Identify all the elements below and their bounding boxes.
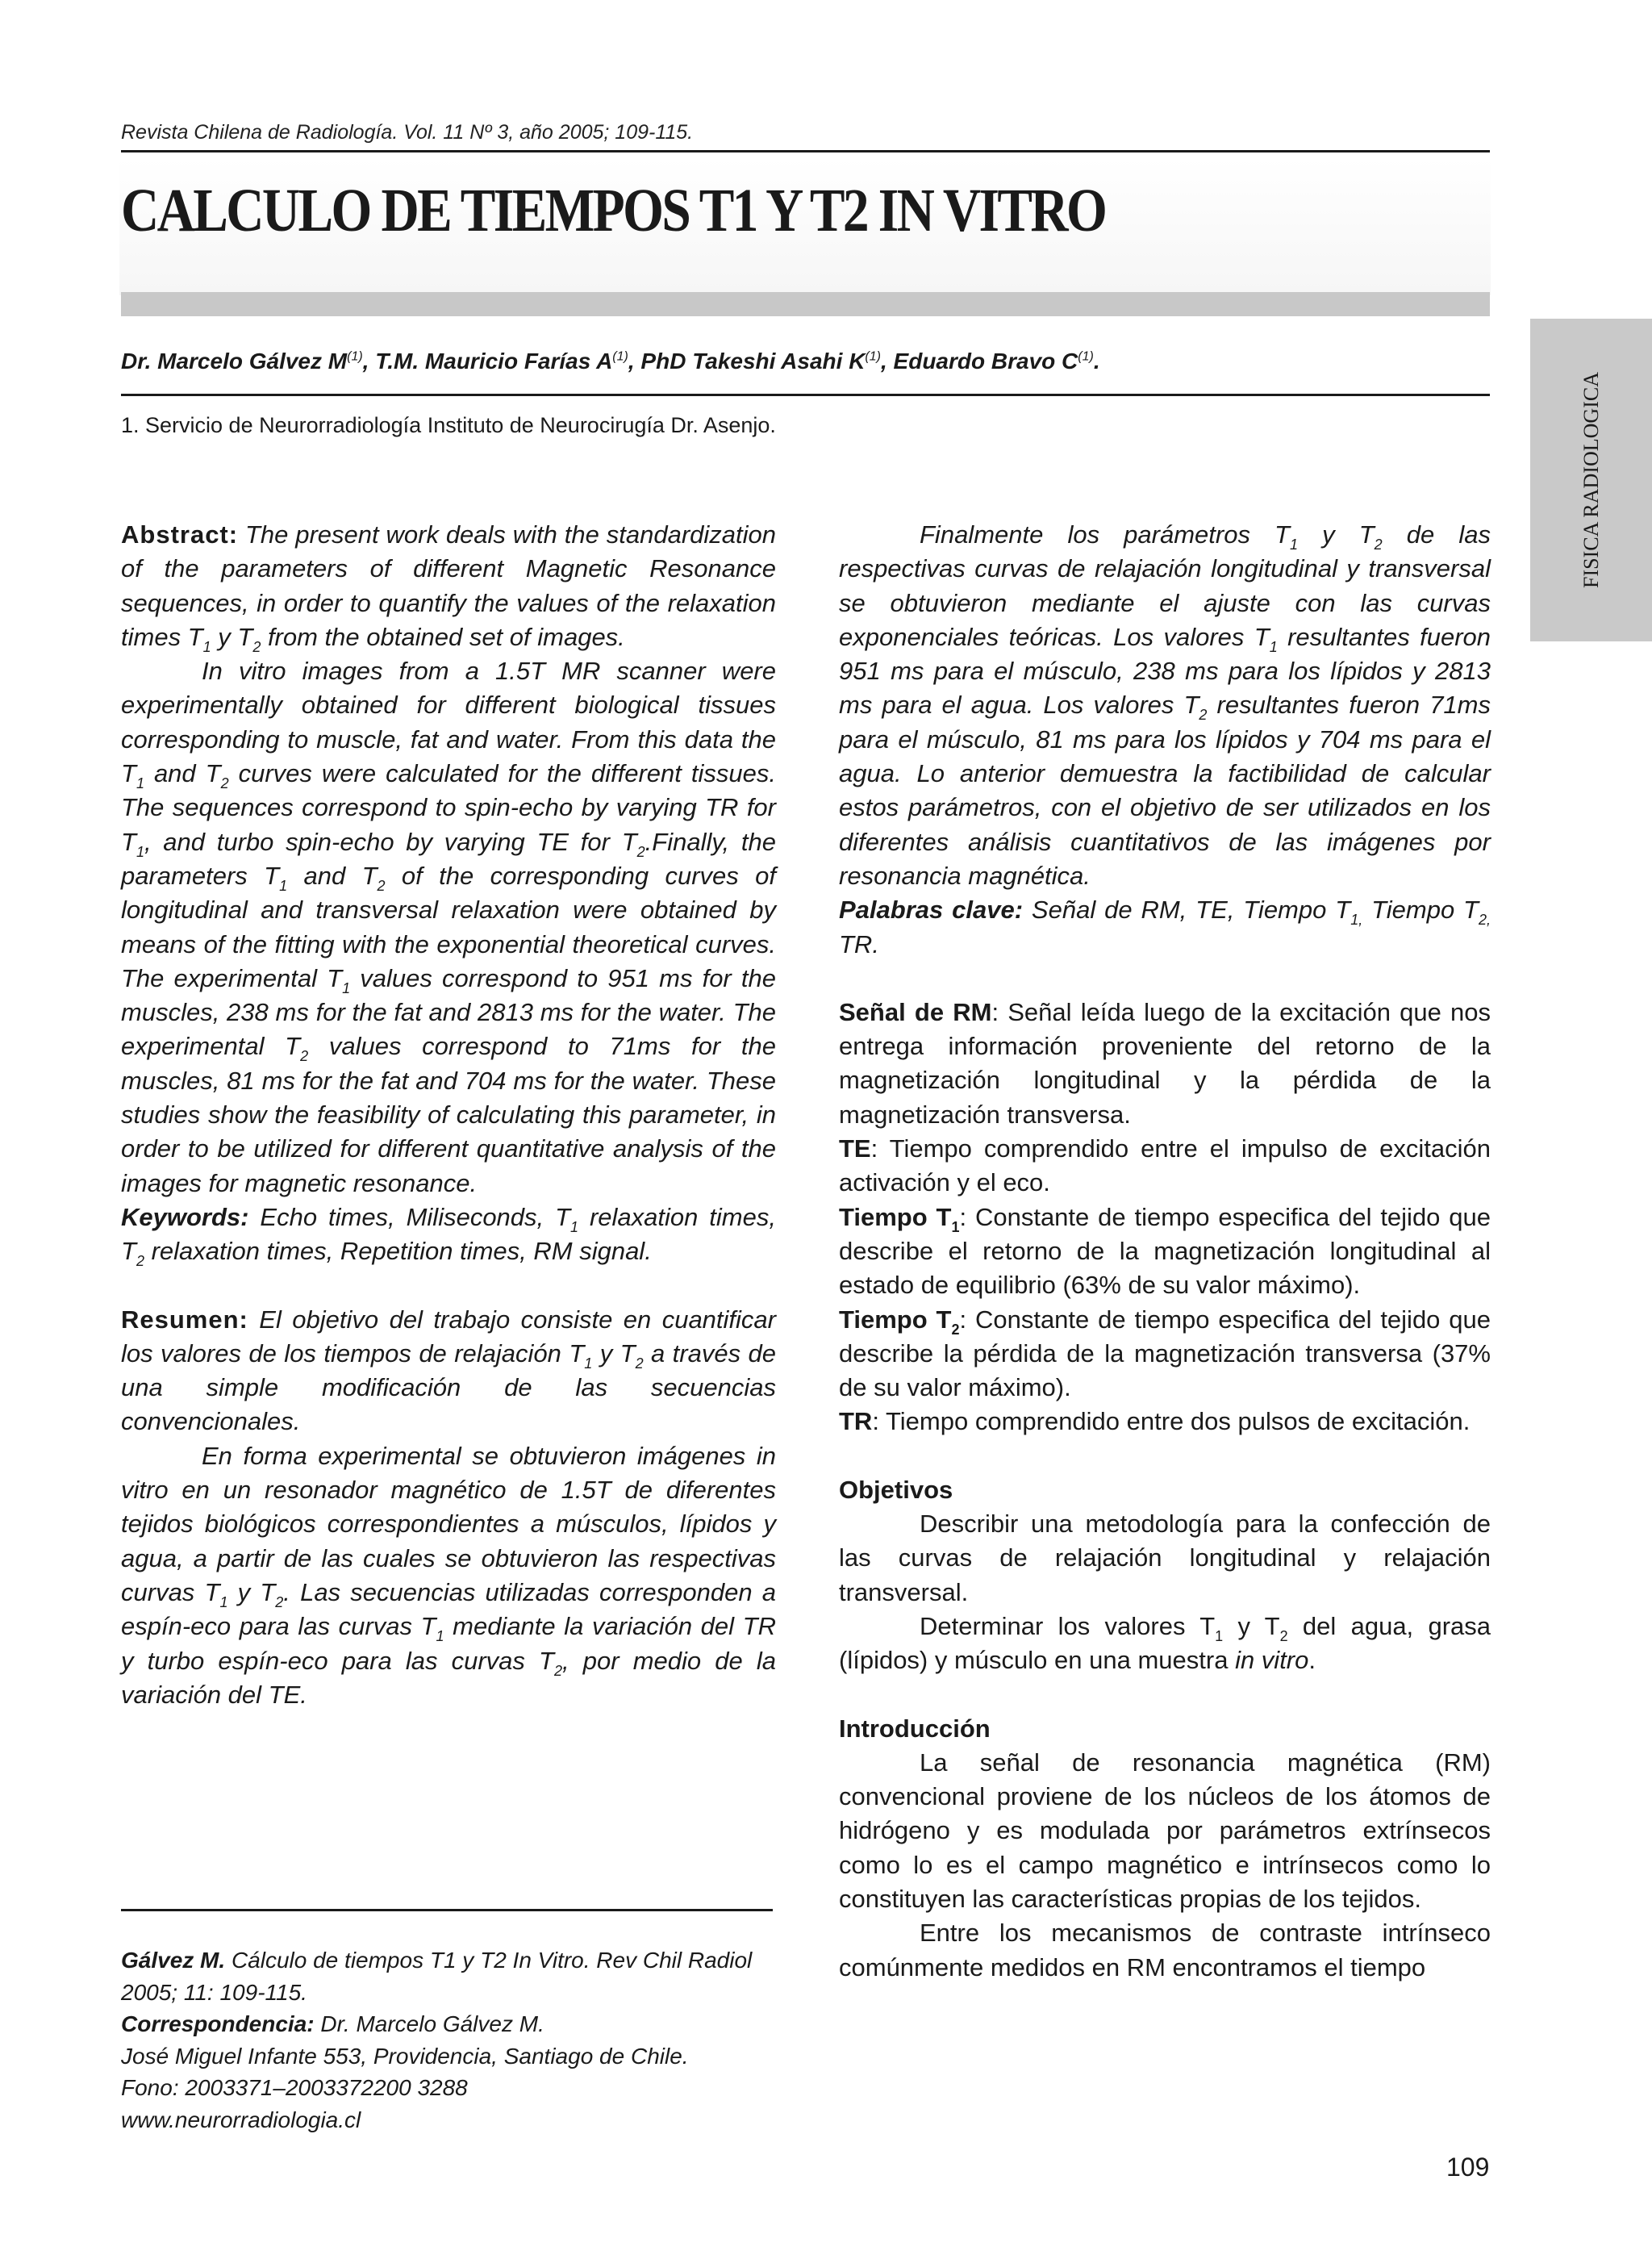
definition-term: Señal de RM [839, 997, 992, 1026]
resumen-paragraph-2 [121, 1439, 776, 1712]
footnote-citation [121, 1944, 782, 2008]
resumen-paragraph-3 [839, 518, 1491, 893]
author-3-sup: (1) [865, 349, 881, 364]
subscript: 2 [951, 1321, 960, 1338]
author-end: . [1093, 349, 1100, 374]
definition-t2 [839, 1303, 1491, 1405]
definition-term: Tiempo T [839, 1202, 952, 1231]
article-title: CALCULO DE TIEMPOS T1 Y T2 IN VITRO [121, 177, 1106, 244]
resumen-paragraph-1 [121, 1303, 776, 1439]
author-3: , PhD Takeshi Asahi K [628, 349, 866, 374]
subscript: 2 [252, 638, 261, 655]
objetivos-paragraph-1: Describir una metodología para la confección de las curvas de relajación longitudinal y relajación transversal. [839, 1510, 1491, 1606]
affiliation: 1. Servicio de Neurorradiología Instituto de Neurocirugía Dr. Asenjo. [121, 413, 776, 437]
definition-t1 [839, 1201, 1491, 1303]
abstract-text: values correspond to 71ms for the muscles, 81 ms for the fat and 704 ms for the water. These studies show the feasibility of calculating this parameter, in order to be utilized for different quantitative analysis of the images for magnetic resonance. [121, 1032, 776, 1197]
abstract-text: .Finally, the parameters T [121, 827, 776, 890]
subscript: 1 [342, 979, 351, 996]
author-line [121, 349, 1100, 374]
objetivos-text-italic: in vitro [1235, 1646, 1309, 1675]
journal-citation: Revista Chilena de Radiología. Vol. 11 Nº 3, año 2005; 109-115. [121, 121, 694, 144]
spacer [839, 1678, 1491, 1712]
footnote-phone: Fono: 2003371–2003372200 3288 [121, 2075, 468, 2100]
subscript: 2 [136, 1253, 144, 1270]
abstract-label: Abstract: [121, 520, 239, 549]
footnote-correspondence-label: Correspondencia: [121, 2011, 315, 2036]
definition-text: : Señal leída luego de la excitación que nos entrega información proveniente del retorno de la magnetización longitudinal y la pérdida de la magnetización transversa. [839, 997, 1491, 1129]
definition-text: : Constante de tiempo especifica del tejido que describe el retorno de la magnetización longitudinal al estado de equilibrio (63% de su valor máximo). [839, 1202, 1491, 1300]
keywords-text: Echo times, Miliseconds, T [248, 1202, 571, 1231]
palabras-clave-text: TR. [839, 929, 879, 958]
author-4: , Eduardo Bravo C [880, 349, 1078, 374]
subscript: 1 [951, 1218, 960, 1235]
abstract-text: y T [211, 622, 253, 651]
section-side-tab [1530, 319, 1652, 641]
resumen-text: resultantes fueron 951 ms para el músculo, 238 ms para los lípidos y 2813 ms para el agua. Los valores T [839, 622, 1491, 720]
resumen-text: y T [592, 1338, 636, 1368]
definition-tr [839, 1405, 1491, 1439]
subscript: 2 [636, 843, 645, 860]
subscript: 2 [1279, 1627, 1288, 1644]
definition-term: TR [839, 1407, 873, 1436]
abstract-paragraph-2 [121, 654, 776, 1201]
author-1: Dr. Marcelo Gálvez M [121, 349, 348, 374]
objetivos-text: Determinar los valores T [920, 1611, 1216, 1640]
resumen-text: El objetivo del trabajo consiste en cuantificar los valores de los tiempos de relajación T [121, 1305, 776, 1368]
spacer [839, 1439, 1491, 1473]
abstract-text: of the corresponding curves of longitudinal and transversal relaxation were obtained by means of the fitting with the exponential theoretical curves. The experimental T [121, 861, 777, 992]
resumen-text: y T [227, 1577, 276, 1606]
author-2-sup: (1) [612, 349, 628, 364]
subscript: 2 [554, 1662, 563, 1679]
objetivos-paragraph-2 [839, 1610, 1491, 1678]
subscript: 2 [300, 1048, 309, 1065]
footnote-citation-label: Gálvez M. [121, 1948, 226, 1973]
subscript: 1 [570, 1218, 579, 1235]
subscript: 2 [377, 877, 386, 894]
author-rule [121, 394, 1490, 396]
subscript: 2 [635, 1355, 644, 1372]
objetivos-heading: Objetivos [839, 1475, 953, 1504]
abstract-text: from the obtained set of images. [261, 622, 625, 651]
abstract-paragraph-1 [121, 518, 776, 654]
abstract-text: curves were calculated for the different tissues. The sequences correspond to spin-echo by varying TR for T [121, 759, 776, 856]
author-4-sup: (1) [1078, 349, 1094, 364]
subscript: 1 [202, 638, 211, 655]
objetivos-text: del agua, grasa (lípidos) y músculo en una muestra [839, 1611, 1491, 1675]
objetivos-text: . [1308, 1646, 1316, 1675]
definition-text: : Constante de tiempo especifica del tejido que describe la pérdida de la magnetización transversa (37% de su valor máximo). [839, 1305, 1491, 1402]
author-2: , T.M. Mauricio Farías A [362, 349, 613, 374]
footnote-correspondence-text: Dr. Marcelo Gálvez M. [314, 2011, 544, 2036]
definition-term: TE [839, 1134, 871, 1163]
keywords [121, 1201, 776, 1269]
subscript: 1 [436, 1628, 444, 1645]
subscript: 1 [136, 775, 144, 792]
right-column [839, 518, 1491, 1985]
resumen-label: Resumen: [121, 1305, 248, 1334]
header-rule [121, 150, 1490, 152]
subscript: 2 [1199, 707, 1208, 724]
definition-text: : Tiempo comprendido entre dos pulsos de excitación. [872, 1407, 1471, 1436]
resumen-text: mediante la variación del TR y turbo espín-eco para las curvas T [121, 1612, 776, 1675]
abstract-text: , and turbo spin-echo by varying TE for T [144, 827, 637, 856]
keywords-text: relaxation times, T [121, 1202, 776, 1266]
resumen-text: . Las secuencias utilizadas corresponden a espín-eco para las curvas T [121, 1577, 776, 1641]
subscript: 1 [1269, 638, 1278, 655]
footnote-address: José Miguel Infante 553, Providencia, Santiago de Chile. [121, 2043, 689, 2069]
introduccion-heading: Introducción [839, 1714, 991, 1743]
subscript: 2 [275, 1593, 284, 1610]
subscript: 1 [279, 877, 288, 894]
footnote-rule [121, 1909, 773, 1911]
subscript: 2 [220, 775, 229, 792]
subscript: 1 [136, 843, 144, 860]
definition-text: : Tiempo comprendido entre el impulso de excitación activación y el eco. [839, 1134, 1491, 1197]
subscript: 1 [1215, 1627, 1224, 1644]
subscript: 1 [1290, 537, 1299, 553]
footnote-citation-text: Cálculo de tiempos T1 y T2 In Vitro. Rev Chil Radiol 2005; 11: 109-115. [121, 1948, 753, 2005]
keywords-label: Keywords: [121, 1202, 249, 1231]
abstract-text: values correspond to 951 ms for the muscles, 238 ms for the fat and 2813 ms for the water. The experimental T [121, 963, 776, 1061]
resumen-text: a través de una simple modificación de las secuencias convencionales. [121, 1338, 776, 1436]
resumen-text: En forma experimental se obtuvieron imágenes in vitro en un resonador magnético de 1.5T de diferentes tejidos biológicos correspondientes a músculos, lípidos y agua, a partir de las cuales se obtuvieron las respectivas curvas T [121, 1441, 776, 1606]
author-1-sup: (1) [347, 349, 363, 364]
abstract-text: and T [144, 759, 221, 788]
resumen-text: Finalmente los parámetros T [920, 520, 1290, 549]
definition-senal-rm [839, 996, 1491, 1132]
left-column [121, 518, 776, 1712]
resumen-text: de las respectivas curvas de relajación longitudinal y transversal se obtuvieron mediante el ajuste con las curvas exponenciales teóricas. Los valores T [839, 520, 1491, 651]
objetivos-text: y T [1223, 1611, 1280, 1640]
palabras-clave [839, 893, 1491, 962]
abstract-text: and T [287, 861, 378, 890]
footnote [121, 1944, 782, 2136]
subscript: 1 [584, 1355, 593, 1372]
palabras-clave-label: Palabras clave: [839, 896, 1024, 925]
introduccion-paragraph-2: Entre los mecanismos de contraste intrínseco comúnmente medidos en RM encontramos el tiempo [839, 1919, 1491, 1981]
subscript: 1, [1350, 912, 1363, 929]
definition-te [839, 1132, 1491, 1201]
introduccion-paragraph-1: La señal de resonancia magnética (RM) convencional proviene de los núcleos de los átomos de hidrógeno y es modulada por parámetros extrínsecos como lo es el campo magnético e intrínsecos como lo constituyen las características propias de los tejidos. [839, 1748, 1491, 1913]
resumen-text: , por medio de la variación del TE. [121, 1646, 776, 1709]
spacer [121, 1269, 776, 1303]
subscript: 2 [1374, 537, 1383, 553]
footnote-correspondence [121, 2008, 782, 2040]
palabras-clave-text: Señal de RM, TE, Tiempo T [1023, 896, 1351, 925]
title-grey-bar [121, 292, 1490, 316]
palabras-clave-text: Tiempo T [1362, 896, 1479, 925]
spacer [839, 962, 1491, 996]
abstract-text: The present work deals with the standardization of the parameters of different Magnetic Resonance sequences, in order to quantify the values of the relaxation times T [121, 520, 776, 651]
keywords-text: relaxation times, Repetition times, RM signal. [144, 1237, 652, 1266]
page-number: 109 [1446, 2153, 1490, 2182]
abstract-text: In vitro images from a 1.5T MR scanner were experimentally obtained for different biological tissues corresponding to muscle, fat and water. From this data the T [121, 657, 776, 788]
section-side-tab-label: FISICA RADIOLOGICA [1579, 372, 1603, 588]
subscript: 2, [1479, 912, 1491, 929]
definition-term: Tiempo T [839, 1305, 952, 1334]
subscript: 1 [219, 1593, 228, 1610]
footnote-website[interactable]: www.neurorradiologia.cl [121, 2107, 361, 2132]
resumen-text: y T [1298, 520, 1375, 549]
resumen-text: resultantes fueron 71ms para el músculo, 81 ms para los lípidos y 704 ms para el agua. Lo anterior demuestra la factibilidad de calcular estos parámetros, con el objetivo de ser utilizados en los diferentes análisis cuantitativos de las imágenes por resonancia magnética. [839, 691, 1491, 890]
